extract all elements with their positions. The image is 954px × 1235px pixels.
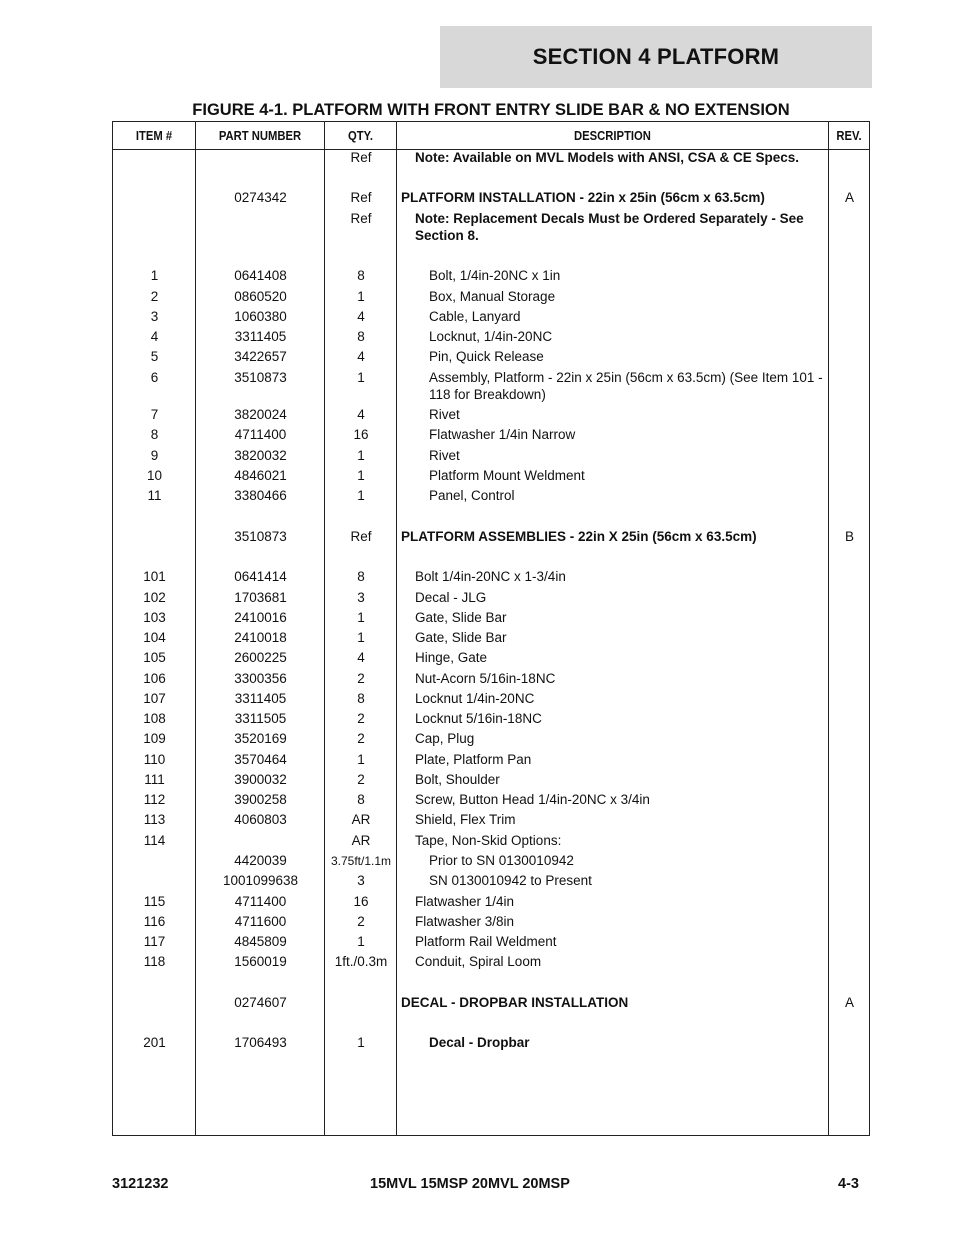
qty-cell: 1ft./0.3m xyxy=(334,954,388,969)
description-cell: Flatwasher 1/4in Narrow xyxy=(429,427,576,442)
item-cell: 1 xyxy=(150,268,159,283)
qty-cell: 3 xyxy=(357,873,365,888)
qty-cell: AR xyxy=(351,833,371,848)
qty-cell: 1 xyxy=(357,289,365,304)
part-number-cell: 4711400 xyxy=(234,427,287,442)
description-cell: Screw, Button Head 1/4in-20NC x 3/4in xyxy=(415,792,650,807)
item-cell: 115 xyxy=(143,894,166,909)
part-number-cell: 4711400 xyxy=(234,894,287,909)
part-number-cell: 0641408 xyxy=(234,268,287,283)
item-cell: 8 xyxy=(150,427,159,442)
qty-cell: Ref xyxy=(350,211,372,226)
part-number-cell: 3422657 xyxy=(234,349,287,364)
part-number-cell: 0274607 xyxy=(234,995,287,1010)
part-number-cell: 3311405 xyxy=(234,691,287,706)
part-number-cell: 2410018 xyxy=(234,630,287,645)
qty-cell: 1 xyxy=(357,488,365,503)
description-cell: Bolt, 1/4in-20NC x 1in xyxy=(429,268,561,283)
qty-cell: 4 xyxy=(357,407,365,422)
item-cell: 201 xyxy=(143,1035,166,1050)
qty-cell: 4 xyxy=(357,309,365,324)
item-cell: 117 xyxy=(143,934,166,949)
qty-cell: 3 xyxy=(357,590,365,605)
qty-cell: 8 xyxy=(357,569,365,584)
description-cell: Rivet xyxy=(429,407,460,422)
description-cell: Hinge, Gate xyxy=(415,650,488,665)
part-number-cell: 3311505 xyxy=(234,711,287,726)
description-cell: Flatwasher 3/8in xyxy=(415,914,515,929)
column-header-item: ITEM # xyxy=(135,128,173,143)
item-cell: 10 xyxy=(146,468,163,483)
description-cell: Conduit, Spiral Loom xyxy=(415,954,542,969)
qty-cell: 2 xyxy=(357,711,365,726)
item-cell: 114 xyxy=(143,833,166,848)
footer-doc-number: 3121232 xyxy=(112,1176,169,1192)
qty-cell: 2 xyxy=(357,671,365,686)
item-cell: 116 xyxy=(143,914,166,929)
part-number-cell: 4060803 xyxy=(234,812,287,827)
rev-cell: A xyxy=(844,995,854,1010)
qty-cell: 1 xyxy=(357,370,365,385)
item-cell: 5 xyxy=(150,349,159,364)
description-cell: Pin, Quick Release xyxy=(429,349,544,364)
part-number-cell: 3820024 xyxy=(234,407,287,422)
part-number-cell: 3900258 xyxy=(234,792,287,807)
qty-cell: Ref xyxy=(350,529,372,544)
qty-cell: 1 xyxy=(357,468,365,483)
item-cell: 103 xyxy=(143,610,166,625)
part-number-cell: 1060380 xyxy=(234,309,287,324)
qty-cell: 1 xyxy=(357,752,365,767)
description-cell: Decal - JLG xyxy=(415,590,487,605)
qty-cell: 1 xyxy=(357,934,365,949)
part-number-cell: 3520169 xyxy=(234,731,287,746)
part-number-cell: 3570464 xyxy=(234,752,287,767)
description-cell: Cable, Lanyard xyxy=(429,309,521,324)
part-number-cell: 3510873 xyxy=(234,529,287,544)
description-cell: Note: Replacement Decals Must be Ordered Separately - See Section 8. xyxy=(415,211,804,243)
part-number-cell: 2410016 xyxy=(234,610,287,625)
figure-title: FIGURE 4-1. PLATFORM WITH FRONT ENTRY SLIDE BAR & NO EXTENSION xyxy=(192,101,790,119)
description-cell: Nut-Acorn 5/16in-18NC xyxy=(415,671,556,686)
part-number-cell: 3300356 xyxy=(234,671,287,686)
description-cell: Gate, Slide Bar xyxy=(415,610,507,625)
description-cell: SN 0130010942 to Present xyxy=(429,873,592,888)
item-cell: 6 xyxy=(150,370,159,385)
part-number-cell: 3510873 xyxy=(234,370,287,385)
qty-cell: 8 xyxy=(357,792,365,807)
item-cell: 4 xyxy=(150,329,159,344)
parts-table xyxy=(112,121,870,1136)
qty-cell: Ref xyxy=(350,150,372,165)
qty-cell: Ref xyxy=(350,190,372,205)
qty-cell: 1 xyxy=(357,448,365,463)
description-cell: Prior to SN 0130010942 xyxy=(429,853,574,868)
part-number-cell: 1001099638 xyxy=(222,873,299,888)
qty-cell: 8 xyxy=(357,691,365,706)
part-number-cell: 0641414 xyxy=(234,569,287,584)
item-cell: 2 xyxy=(150,289,159,304)
part-number-cell: 1560019 xyxy=(234,954,287,969)
qty-cell: 1 xyxy=(357,610,365,625)
item-cell: 102 xyxy=(143,590,166,605)
item-cell: 108 xyxy=(143,711,166,726)
description-cell: Panel, Control xyxy=(429,488,515,503)
description-cell: Locknut, 1/4in-20NC xyxy=(429,329,553,344)
column-header-rev: REV. xyxy=(836,128,862,143)
qty-cell: 2 xyxy=(357,731,365,746)
item-cell: 118 xyxy=(143,954,166,969)
description-cell: Shield, Flex Trim xyxy=(415,812,516,827)
qty-cell: 4 xyxy=(357,349,365,364)
description-cell: Tape, Non-Skid Options: xyxy=(415,833,562,848)
item-cell: 7 xyxy=(150,407,159,422)
item-cell: 106 xyxy=(143,671,166,686)
qty-cell: 2 xyxy=(357,772,365,787)
item-cell: 111 xyxy=(144,772,165,787)
description-cell: Platform Mount Weldment xyxy=(429,468,585,483)
qty-cell: 4 xyxy=(357,650,365,665)
footer-page-number: 4-3 xyxy=(838,1176,859,1192)
part-number-cell: 3900032 xyxy=(234,772,287,787)
description-cell: Locknut 5/16in-18NC xyxy=(415,711,542,726)
footer-models: 15MVL 15MSP 20MVL 20MSP xyxy=(370,1176,570,1192)
section-banner xyxy=(440,26,872,88)
column-header-description: DESCRIPTION xyxy=(574,128,651,143)
description-cell: Bolt, Shoulder xyxy=(415,772,500,787)
item-cell: 101 xyxy=(143,569,166,584)
item-cell: 9 xyxy=(150,448,159,463)
description-cell: Assembly, Platform - 22in x 25in (56cm x 63.5cm) (See Item 101 - 118 for Breakdown) xyxy=(429,370,823,402)
description-cell: Decal - Dropbar xyxy=(429,1035,530,1050)
part-number-cell: 0274342 xyxy=(234,190,287,205)
item-cell: 11 xyxy=(147,488,162,503)
column-header-qty: QTY. xyxy=(347,128,374,143)
item-cell: 109 xyxy=(143,731,166,746)
part-number-cell: 2600225 xyxy=(234,650,287,665)
description-cell: Flatwasher 1/4in xyxy=(415,894,515,909)
part-number-cell: 1703681 xyxy=(234,590,287,605)
description-cell: Platform Rail Weldment xyxy=(415,934,557,949)
description-cell: Locknut 1/4in-20NC xyxy=(415,691,535,706)
description-cell: Note: Available on MVL Models with ANSI, CSA & CE Specs. xyxy=(415,150,800,165)
description-cell: Box, Manual Storage xyxy=(429,289,556,304)
column-header-part-number: PART NUMBER xyxy=(218,128,302,143)
rev-cell: A xyxy=(844,190,854,205)
part-number-cell: 1706493 xyxy=(234,1035,287,1050)
item-cell: 3 xyxy=(150,309,159,324)
qty-cell: 1 xyxy=(357,630,365,645)
rev-cell: B xyxy=(844,529,854,544)
part-number-cell: 0860520 xyxy=(234,289,287,304)
description-cell: Cap, Plug xyxy=(415,731,475,746)
description-cell: PLATFORM INSTALLATION - 22in x 25in (56cm x 63.5cm) xyxy=(401,190,765,205)
part-number-cell: 4846021 xyxy=(234,468,287,483)
item-cell: 112 xyxy=(143,792,166,807)
qty-cell: 8 xyxy=(357,268,365,283)
qty-cell: 2 xyxy=(357,914,365,929)
description-cell: Gate, Slide Bar xyxy=(415,630,507,645)
item-cell: 113 xyxy=(143,812,166,827)
section-title: SECTION 4 PLATFORM xyxy=(532,44,780,69)
item-cell: 105 xyxy=(143,650,166,665)
part-number-cell: 3380466 xyxy=(234,488,287,503)
item-cell: 107 xyxy=(143,691,166,706)
qty-cell: 8 xyxy=(357,329,365,344)
description-cell: PLATFORM ASSEMBLIES - 22in X 25in (56cm x 63.5cm) xyxy=(401,529,757,544)
item-cell: 110 xyxy=(143,752,166,767)
description-cell: Bolt 1/4in-20NC x 1-3/4in xyxy=(415,569,566,584)
item-cell: 104 xyxy=(143,630,166,645)
description-cell: Plate, Platform Pan xyxy=(415,752,532,767)
qty-cell: 1 xyxy=(357,1035,365,1050)
qty-cell: AR xyxy=(351,812,371,827)
part-number-cell: 3311405 xyxy=(234,329,287,344)
qty-cell: 16 xyxy=(353,894,369,909)
qty-cell: 3.75ft/1.1m xyxy=(330,854,392,868)
description-cell: DECAL - DROPBAR INSTALLATION xyxy=(401,995,629,1010)
qty-cell: 16 xyxy=(353,427,369,442)
part-number-cell: 4420039 xyxy=(234,853,287,868)
part-number-cell: 4845809 xyxy=(234,934,287,949)
part-number-cell: 3820032 xyxy=(234,448,287,463)
description-cell: Rivet xyxy=(429,448,460,463)
part-number-cell: 4711600 xyxy=(234,914,287,929)
